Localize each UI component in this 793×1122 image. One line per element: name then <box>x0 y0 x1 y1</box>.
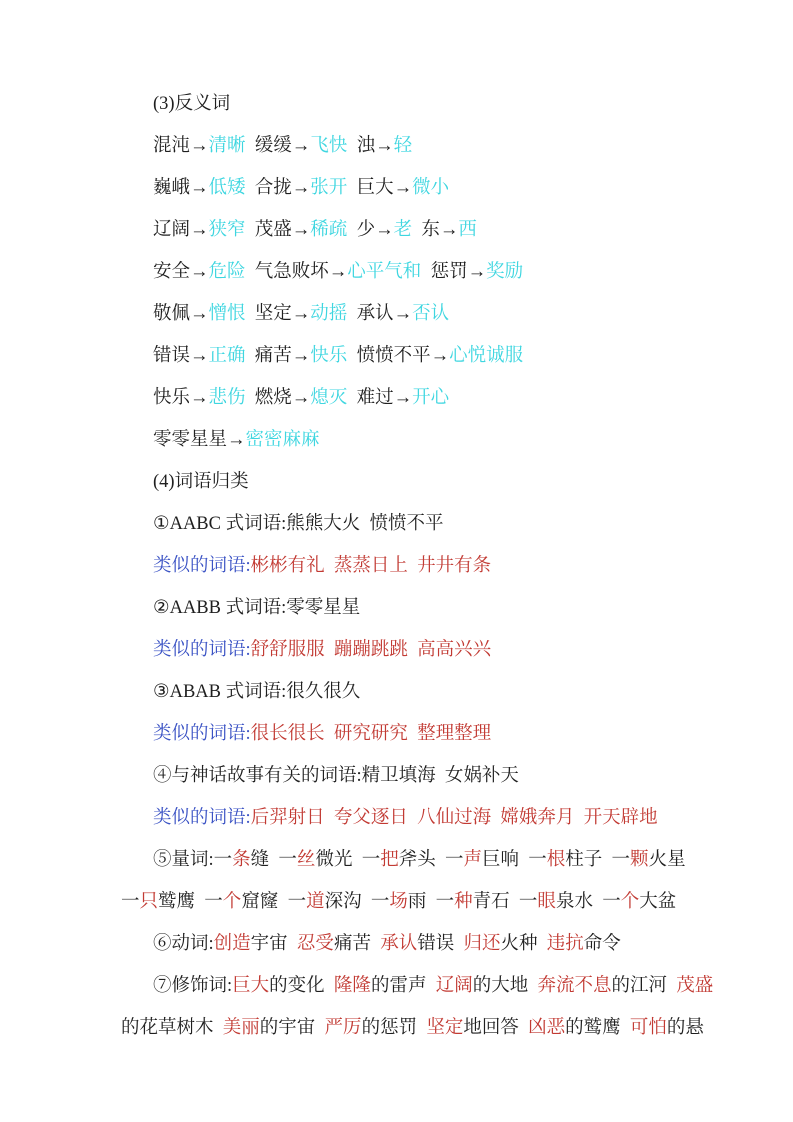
text-run: 只 <box>139 892 159 912</box>
text-run: 清晰 <box>208 136 246 156</box>
text-run: ③ABAB 式词语:很久很久 <box>153 682 361 702</box>
text-run: 辽阔→ <box>153 220 209 240</box>
text-run: 低矮 <box>208 178 246 198</box>
text-run: 少→ <box>347 220 394 240</box>
text-line <box>121 293 738 335</box>
text-run: 眼 <box>537 892 556 912</box>
text-run: 的鹫鹰 <box>565 1018 630 1038</box>
text-run: 颗 <box>630 850 649 870</box>
text-run: ⑥动词: <box>153 934 214 954</box>
text-run: 根 <box>546 850 566 870</box>
text-run: ①AABC 式词语:熊熊大火 愤愤不平 <box>153 514 444 534</box>
text-run: 零零星星→ <box>153 430 246 450</box>
text-run: 动摇 <box>310 304 348 324</box>
text-line <box>121 1007 738 1049</box>
text-run: 种 <box>454 892 473 912</box>
text-run: ②AABB 式词语:零零星星 <box>153 598 361 618</box>
text-run: 柱子 一 <box>565 850 631 870</box>
text-run: 错误 <box>417 934 464 954</box>
text-run: 敬佩→ <box>153 304 209 324</box>
text-line <box>121 377 738 419</box>
text-run: 痛苦→ <box>245 346 311 366</box>
text-run: 一 <box>121 892 140 912</box>
text-run: 凶恶 <box>528 1018 566 1038</box>
text-run: 巍峨→ <box>153 178 209 198</box>
text-run: 快乐→ <box>153 388 209 408</box>
document-body <box>0 83 793 1049</box>
text-run: 惩罚→ <box>421 262 487 282</box>
text-line <box>121 923 738 965</box>
text-line <box>121 713 738 755</box>
text-run: 开心 <box>412 388 450 408</box>
text-run: 心平气和 <box>347 262 422 282</box>
text-run: 泉水 一 <box>555 892 621 912</box>
text-run: 宇宙 <box>250 934 297 954</box>
text-line <box>121 797 738 839</box>
text-run: 张开 <box>310 178 348 198</box>
text-run: 的宇宙 <box>259 1018 325 1038</box>
text-run: 轻 <box>393 136 413 156</box>
text-run: 飞快 <box>310 136 348 156</box>
text-line <box>121 503 738 545</box>
text-line <box>121 587 738 629</box>
text-run: 的惩罚 <box>361 1018 427 1038</box>
text-run: 后羿射日 夸父逐日 八仙过海 嫦娥奔月 开天辟地 <box>250 808 658 828</box>
text-run: 稀疏 <box>310 220 348 240</box>
text-run: 雨 一 <box>407 892 455 912</box>
text-run: 辽阔 <box>435 976 473 996</box>
text-run: 混沌→ <box>153 136 209 156</box>
text-run: 大盆 <box>639 892 677 912</box>
text-run: (4)词语归类 <box>153 472 249 492</box>
text-run: 舒舒服服 蹦蹦跳跳 高高兴兴 <box>250 640 492 660</box>
text-line <box>121 965 738 1007</box>
text-run: 巨大→ <box>347 178 413 198</box>
text-run: 难过→ <box>347 388 413 408</box>
text-run: 个 <box>620 892 640 912</box>
text-line <box>121 209 738 251</box>
text-run: 道 <box>306 892 325 912</box>
text-run: 很长很长 研究研究 整理整理 <box>250 724 492 744</box>
text-run: 茂盛→ <box>245 220 311 240</box>
text-run: 合拢→ <box>245 178 311 198</box>
text-run: 错误→ <box>153 346 209 366</box>
text-run: 微光 一 <box>315 850 381 870</box>
text-run: 丝 <box>296 850 316 870</box>
text-run: 巨大 <box>232 976 270 996</box>
text-run: 奔流不息 <box>537 976 612 996</box>
text-run: 归还 <box>463 934 501 954</box>
text-run: 创造 <box>213 934 251 954</box>
text-run: (3)反义词 <box>153 94 231 114</box>
text-run: 火种 <box>500 934 547 954</box>
text-run: 承认→ <box>347 304 413 324</box>
text-run: 奖励 <box>486 262 524 282</box>
text-line <box>121 545 738 587</box>
text-run: 痛苦 <box>333 934 381 954</box>
text-run: 老 <box>393 220 413 240</box>
text-run: 深沟 一 <box>324 892 390 912</box>
text-run: 东→ <box>412 220 459 240</box>
text-run: 否认 <box>412 304 450 324</box>
text-run: 类似的词语: <box>153 556 251 576</box>
text-run: 青石 一 <box>472 892 538 912</box>
text-run: 类似的词语: <box>153 808 251 828</box>
text-run: 彬彬有礼 蒸蒸日上 井井有条 <box>250 556 492 576</box>
text-line <box>121 251 738 293</box>
text-run: 密密麻麻 <box>245 430 320 450</box>
text-run: 巨响 一 <box>482 850 547 870</box>
text-run: 燃烧→ <box>245 388 311 408</box>
text-run: 茂盛 <box>676 976 714 996</box>
text-run: 缝 一 <box>250 850 297 870</box>
text-run: 声 <box>463 850 482 870</box>
text-run: 的变化 <box>269 976 334 996</box>
text-run: 违抗 <box>546 934 584 954</box>
text-run: 把 <box>380 850 399 870</box>
text-run: 的悬 <box>666 1018 704 1038</box>
text-run: 的花草树木 <box>121 1018 223 1038</box>
text-run: 类似的词语: <box>153 640 251 660</box>
text-line <box>121 755 738 797</box>
text-run: 狭窄 <box>208 220 246 240</box>
text-line <box>121 419 738 461</box>
text-run: 的大地 <box>472 976 538 996</box>
text-run: 西 <box>458 220 477 240</box>
text-run: 愤愤不平→ <box>347 346 450 366</box>
text-run: 的江河 <box>611 976 677 996</box>
text-run: 缓缓→ <box>245 136 311 156</box>
text-run: 美丽 <box>222 1018 260 1038</box>
text-run: ⑤量词:一 <box>153 850 233 870</box>
text-run: ⑦修饰词: <box>153 976 233 996</box>
text-run: 承认 <box>380 934 418 954</box>
text-run: 正确 <box>208 346 246 366</box>
text-run: 命令 <box>583 934 621 954</box>
text-run: 隆隆 <box>333 976 371 996</box>
text-run: 气急败坏→ <box>245 262 348 282</box>
text-run: 悲伤 <box>208 388 246 408</box>
text-run: 安全→ <box>153 262 209 282</box>
text-run: 条 <box>232 850 251 870</box>
text-run: 忍受 <box>296 934 334 954</box>
text-run: 斧头 一 <box>398 850 464 870</box>
text-run: 熄灭 <box>310 388 348 408</box>
text-line <box>121 881 738 923</box>
text-run: 微小 <box>412 178 450 198</box>
text-line <box>121 461 738 503</box>
text-run: 憎恨 <box>208 304 246 324</box>
text-run: 类似的词语: <box>153 724 251 744</box>
text-run: 场 <box>389 892 408 912</box>
text-run: 火星 <box>648 850 686 870</box>
text-run: 坚定 <box>426 1018 464 1038</box>
text-run: 浊→ <box>347 136 394 156</box>
text-line <box>121 629 738 671</box>
text-run: 严厉 <box>324 1018 362 1038</box>
text-run: ④与神话故事有关的词语:精卫填海 女娲补天 <box>153 766 519 786</box>
text-run: 的雷声 <box>370 976 436 996</box>
text-line <box>121 671 738 713</box>
text-run: 地回答 <box>463 1018 529 1038</box>
text-line <box>121 83 738 125</box>
text-line <box>121 335 738 377</box>
text-run: 个 <box>222 892 242 912</box>
text-run: 窟窿 一 <box>241 892 307 912</box>
text-line <box>121 839 738 881</box>
text-run: 坚定→ <box>245 304 311 324</box>
text-run: 快乐 <box>310 346 348 366</box>
text-run: 危险 <box>208 262 246 282</box>
text-run: 心悦诚服 <box>449 346 524 366</box>
text-run: 可怕 <box>629 1018 667 1038</box>
text-line <box>121 167 738 209</box>
text-run: 鹫鹰 一 <box>158 892 223 912</box>
text-line <box>121 125 738 167</box>
